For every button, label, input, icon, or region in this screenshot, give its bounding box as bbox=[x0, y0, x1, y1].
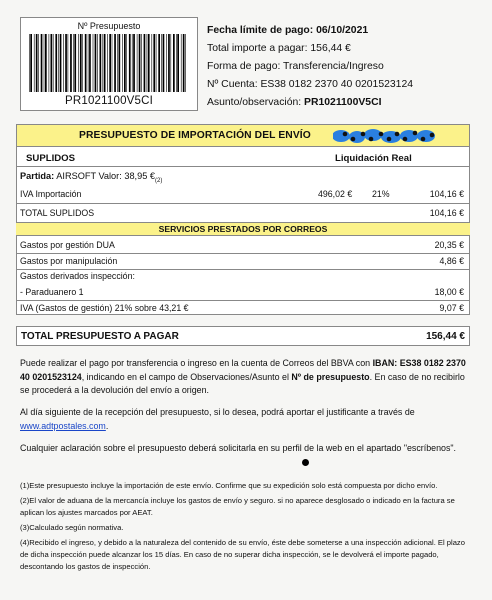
payment-info bbox=[207, 22, 413, 112]
footnotes bbox=[20, 480, 472, 573]
service-label: Gastos por manipulación bbox=[20, 256, 118, 266]
barcode-box bbox=[20, 17, 198, 111]
divider bbox=[16, 300, 470, 301]
total-suplidos-value: 104,16 € bbox=[429, 208, 464, 218]
instr-budget-number: Nº de presupuesto bbox=[291, 371, 370, 382]
footnote: (1)Este presupuesto incluye la importación de este envío. Confirme que su expedición solo está compuesta por dicho envío. bbox=[20, 481, 438, 490]
budget-title-bar bbox=[16, 124, 470, 147]
redaction-scribble bbox=[333, 128, 438, 144]
iva-import-value: 104,16 € bbox=[429, 189, 464, 199]
total-budget-box bbox=[16, 326, 470, 346]
divider bbox=[16, 253, 470, 254]
iva-import-base: 496,02 € bbox=[318, 189, 353, 199]
footnote: (4)Recibido el ingreso, y debido a la naturaleza del contenido de su envío, éste debe someterse a una inspección adicional. El plazo de dicha inspección puede alcanzar los 15 días. En caso de no superar dicha inspección, se le devolverá el importe pagado, descontando los gastos de inspección. bbox=[20, 538, 465, 571]
service-label: - Paraduanero 1 bbox=[20, 287, 84, 297]
barcode-title: Nº Presupuesto bbox=[77, 21, 141, 31]
barcode-code: PR1021100V5CI bbox=[64, 95, 154, 107]
suplidos-header: SUPLIDOS bbox=[26, 153, 76, 164]
total-budget-value: 156,44 € bbox=[426, 331, 465, 342]
service-label: Gastos por gestión DUA bbox=[20, 240, 115, 250]
service-value: 9,07 € bbox=[439, 303, 464, 313]
payment-subject-value: PR1021100V5CI bbox=[304, 97, 382, 108]
payment-subject bbox=[207, 94, 413, 112]
service-label: Gastos derivados inspección: bbox=[20, 271, 135, 281]
divider bbox=[16, 203, 470, 204]
payment-account: Nº Cuenta: ES38 0182 2370 40 0201523124 bbox=[207, 79, 414, 90]
iva-import-label: IVA Importación bbox=[20, 189, 82, 199]
service-value: 4,86 € bbox=[439, 256, 464, 266]
instr-text: . bbox=[105, 420, 109, 431]
total-budget-label: TOTAL PRESUPUESTO A PAGAR bbox=[21, 331, 179, 342]
barcode-image bbox=[29, 34, 189, 92]
service-value: 18,00 € bbox=[434, 287, 464, 297]
partida-row bbox=[20, 171, 162, 184]
ink-dot bbox=[302, 459, 309, 466]
payment-method: Forma de pago: Transferencia/Ingreso bbox=[207, 61, 384, 72]
service-label: IVA (Gastos de gestión) 21% sobre 43,21 € bbox=[20, 303, 189, 313]
adt-postales-link[interactable]: www.adtpostales.com bbox=[20, 420, 106, 431]
footnote: (3)Calculado según normativa. bbox=[20, 523, 124, 532]
contact-instructions: Cualquier aclaración sobre el presupuesto deberá solicitarla en su perfil de la web en el apartado "escríbenos". bbox=[20, 443, 457, 453]
instr-text: Al día siguiente de la recepción del presupuesto, si lo desea, podrá aportar el justificante a través de bbox=[20, 407, 415, 417]
partida-value: AIRSOFT Valor: 38,95 € bbox=[54, 171, 155, 181]
liquidacion-header: Liquidación Real bbox=[335, 153, 412, 164]
partida-label: Partida: bbox=[20, 171, 55, 181]
footnote: (2)El valor de aduana de la mercancía incluye los gastos de envío y seguro. si no aparece desglosado o indicado en la factura se aplican los ajustes marcados por AEAT. bbox=[20, 496, 455, 517]
payment-subject-label: Asunto/observación: bbox=[207, 97, 305, 108]
partida-note: (2) bbox=[155, 177, 163, 184]
service-value: 20,35 € bbox=[434, 240, 464, 250]
instr-text: . En caso de no recibirlo se procederá a la devolución del envío a origen. bbox=[20, 371, 465, 396]
instr-text: Puede realizar el pago por transferencia o ingreso en la cuenta de Correos del BBVA con bbox=[20, 358, 373, 368]
divider bbox=[16, 269, 470, 270]
servicios-header-bar bbox=[16, 222, 470, 236]
budget-title: PRESUPUESTO DE IMPORTACIÓN DEL ENVÍO bbox=[79, 130, 311, 141]
divider bbox=[16, 166, 470, 167]
payment-total: Total importe a pagar: 156,44 € bbox=[207, 43, 351, 54]
total-suplidos-label: TOTAL SUPLIDOS bbox=[20, 208, 95, 218]
receipt-instructions bbox=[20, 406, 472, 433]
instr-text: , indicando en el campo de Observaciones/Asunto el bbox=[81, 371, 292, 382]
instr-iban: IBAN: ES38 0182 2370 40 0201523124 bbox=[20, 358, 466, 382]
payment-instructions bbox=[20, 357, 472, 398]
payment-deadline: Fecha límite de pago: 06/10/2021 bbox=[207, 25, 369, 36]
servicios-title: SERVICIOS PRESTADOS POR CORREOS bbox=[158, 224, 328, 234]
iva-import-pct: 21% bbox=[372, 189, 390, 199]
